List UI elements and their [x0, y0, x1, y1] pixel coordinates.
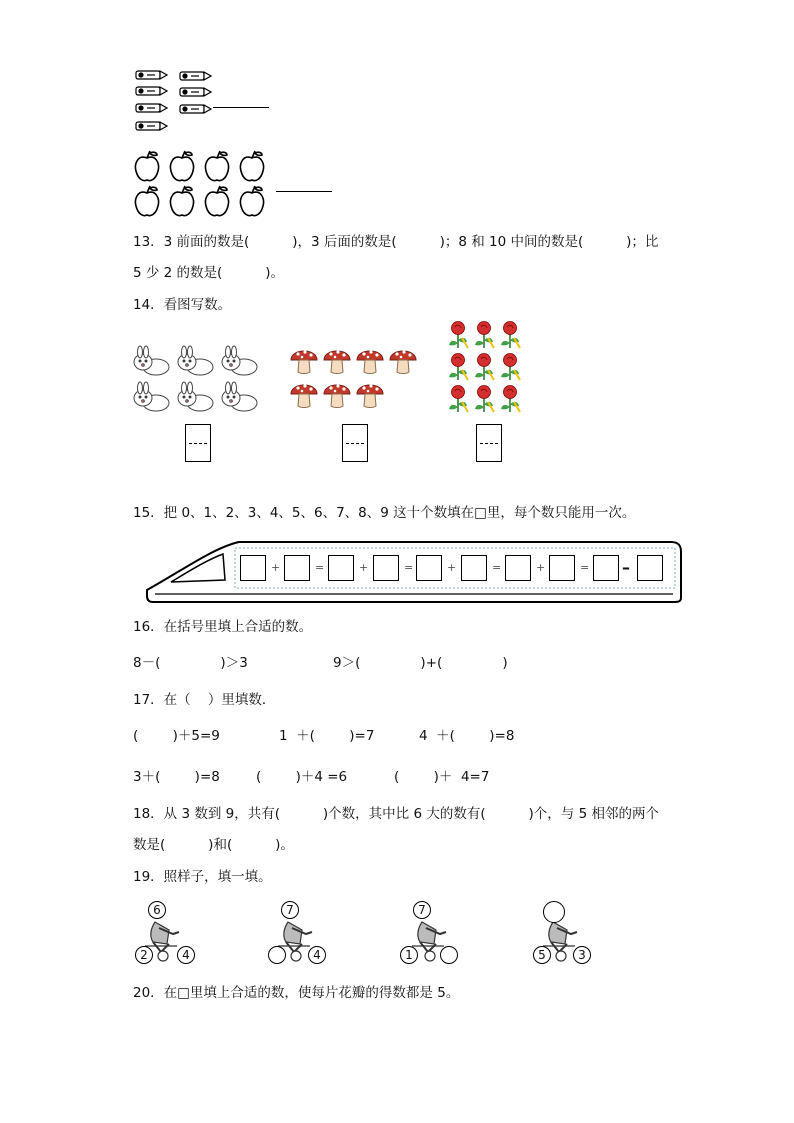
q15-title: 15．把 0、1、2、3、4、5、6、7、8、9 这十个数填在□里，每个数只能用一次。	[133, 505, 636, 521]
bike-top-circle[interactable]	[543, 901, 565, 923]
bike-left-circle: 2	[135, 946, 153, 964]
roses-icon	[447, 320, 527, 416]
train-op-9: –	[622, 558, 630, 577]
mushroom-group	[289, 346, 424, 416]
train-op-6: =	[492, 561, 502, 574]
train-box-5[interactable]	[416, 555, 442, 581]
pencils-icon	[135, 70, 215, 134]
q14-title: 14．看图写数。	[133, 297, 232, 313]
q17-r1-c2: 1 ＋( )=7	[279, 728, 375, 744]
train-box-2[interactable]	[284, 555, 310, 581]
q13-line1: 13．3 前面的数是( )，3 后面的数是( )；8 和 10 中间的数是( )；比	[133, 234, 659, 250]
mushrooms-icon	[289, 346, 424, 416]
train-box-7[interactable]	[505, 555, 531, 581]
bike-figure-3	[400, 900, 470, 970]
train-op-8: =	[580, 561, 590, 574]
bike-right-circle[interactable]	[440, 946, 458, 964]
q17-r2-c2: ( )＋4 =6	[256, 769, 348, 785]
q16-item2: 9＞( )+( )	[333, 655, 508, 671]
bike-left-circle: 1	[400, 946, 418, 964]
bike-figure-4	[531, 900, 601, 970]
q16-title: 16．在括号里填上合适的数。	[133, 619, 313, 635]
rabbits-icon	[132, 345, 267, 415]
train-box-10[interactable]	[637, 555, 663, 581]
q14-answer-box-flowers[interactable]	[476, 424, 502, 462]
q18-line2: 数是( )和( )。	[133, 837, 294, 853]
flower-group	[447, 320, 527, 416]
q20-title: 20．在□里填上合适的数，使每片花瓣的得数都是 5。	[133, 985, 460, 1001]
train-box-4[interactable]	[373, 555, 399, 581]
bike-figure-1	[133, 900, 203, 970]
train-box-1[interactable]	[240, 555, 266, 581]
train-op-2: =	[315, 561, 325, 574]
q13-line2: 5 少 2 的数是( )。	[133, 265, 284, 281]
bike-left-circle[interactable]	[268, 946, 286, 964]
q17-r1-c3: 4 ＋( )=8	[419, 728, 515, 744]
q17-r2-c3: ( )＋ 4=7	[394, 769, 490, 785]
train-op-1: +	[271, 561, 281, 574]
q12-answer-line-2[interactable]	[276, 191, 332, 192]
bike-top-circle: 6	[148, 901, 166, 919]
bike-left-circle: 5	[533, 946, 551, 964]
bike-top-circle: 7	[413, 901, 431, 919]
train-box-8[interactable]	[549, 555, 575, 581]
bike-right-circle: 4	[177, 946, 195, 964]
q16-item1: 8－( )＞3	[133, 655, 248, 671]
q17-title: 17．在（ ）里填数．	[133, 692, 276, 708]
q18-line1: 18．从 3 数到 9，共有( )个数，其中比 6 大的数有( )个，与 5 相邻的两个	[133, 806, 659, 822]
rabbit-group	[132, 345, 267, 415]
q19-title: 19．照样子，填一填。	[133, 869, 272, 885]
bike-right-circle: 4	[308, 946, 326, 964]
train-box-9[interactable]	[593, 555, 619, 581]
train-box-3[interactable]	[328, 555, 354, 581]
apples-icon	[134, 150, 268, 220]
train-box-6[interactable]	[461, 555, 487, 581]
q17-r2-c1: 3＋( )=8	[133, 769, 220, 785]
q12-answer-line-1[interactable]	[213, 107, 269, 108]
q14-answer-box-mushrooms[interactable]	[342, 424, 368, 462]
q17-r1-c1: ( )＋5=9	[133, 728, 220, 744]
bike-figure-2	[266, 900, 336, 970]
bike-right-circle: 3	[573, 946, 591, 964]
pencil-group	[135, 70, 215, 134]
train-op-4: =	[404, 561, 414, 574]
train-op-5: +	[447, 561, 457, 574]
train-op-3: +	[359, 561, 369, 574]
apple-group	[134, 150, 268, 220]
q14-answer-box-rabbits[interactable]	[185, 424, 211, 462]
bike-top-circle: 7	[281, 901, 299, 919]
train-op-7: +	[536, 561, 546, 574]
